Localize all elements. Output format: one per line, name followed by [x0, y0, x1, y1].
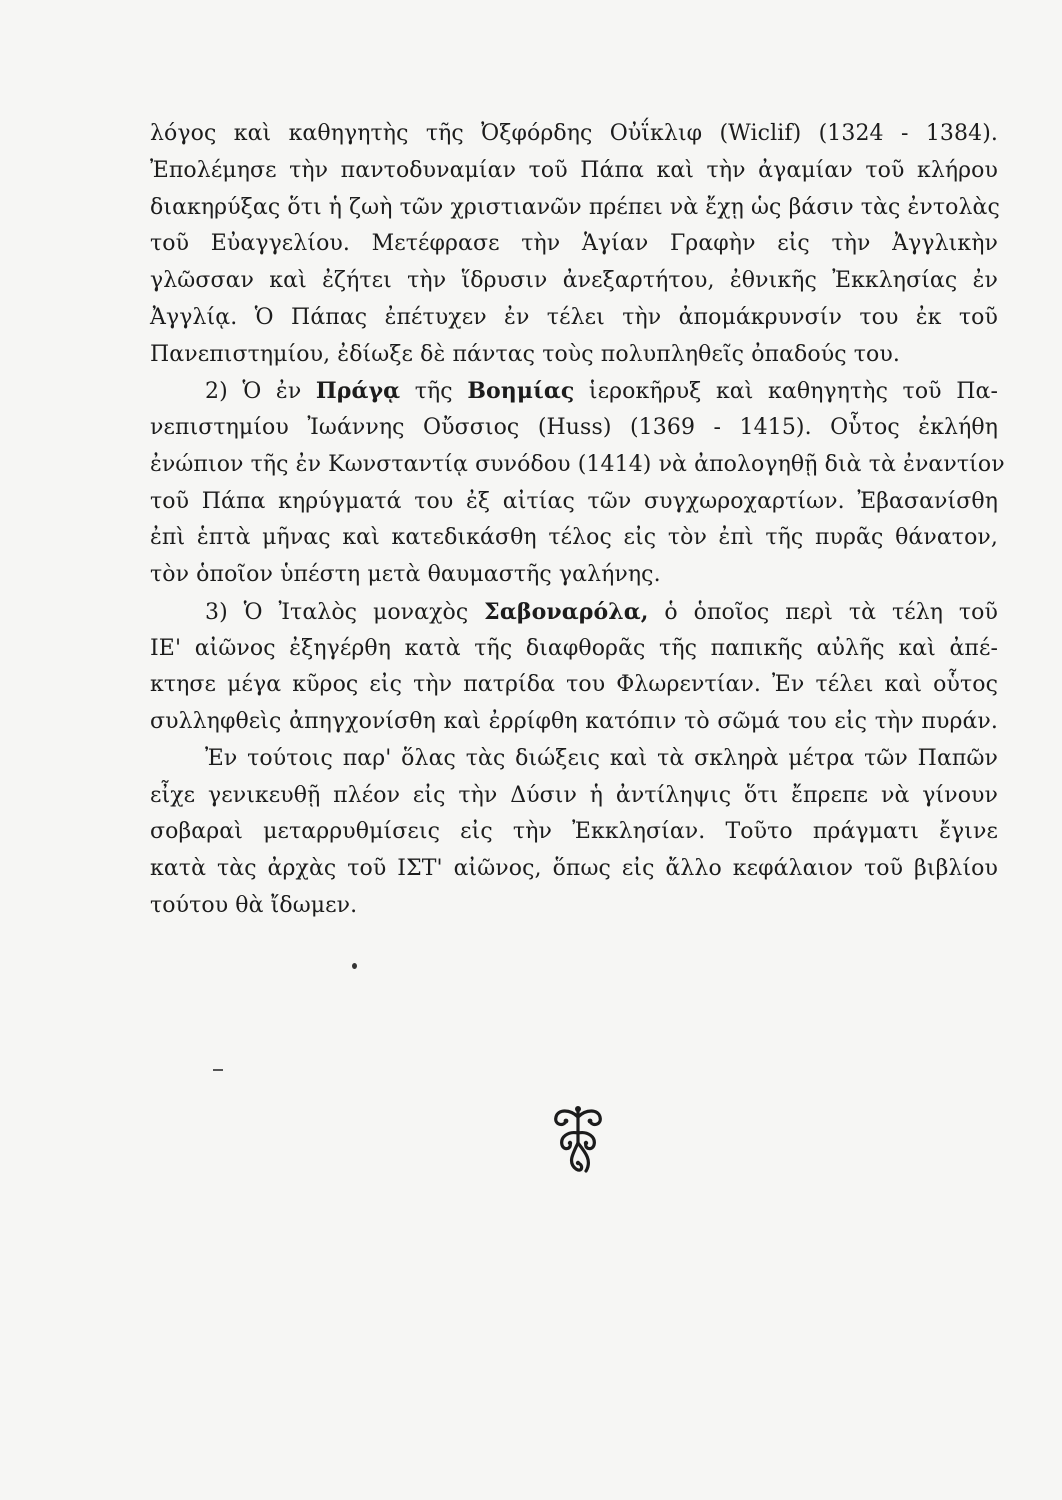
text-line: τὸν ὁποῖον ὑπέστη μετὰ θαυμαστῆς γαλήνης. [150, 562, 661, 587]
text-line: διακηρύξας ὅτι ἡ ζωὴ τῶν χριστιανῶν πρέπει νὰ ἔχῃ ὡς βάσιν τὰς ἐντολὰς [150, 194, 1000, 220]
ink-mark [213, 1069, 223, 1071]
place-name-bohemia: Βοημίας [467, 378, 575, 405]
text-span: ἱεροκῆρυξ καὶ καθηγητὴς τοῦ Πα- [574, 379, 998, 405]
ink-speck [352, 963, 357, 969]
text-line: συλληφθεὶς ἀπηγχονίσθη καὶ ἐρρίφθη κατόπιν τὸ σῶμά του εἰς τὴν πυράν. [150, 709, 998, 734]
text-line: Ἐν τούτοις παρ' ὅλας τὰς διώξεις καὶ τὰ σκληρὰ μέτρα τῶν Παπῶν [205, 745, 998, 771]
text-line: ἐνώπιον τῆς ἐν Κωνσταντίᾳ συνόδου (1414) νὰ ἀπολογηθῇ διὰ τὰ ἐναντίον [150, 451, 1005, 477]
text-line: τοῦ Εὐαγγελίου. Μετέφρασε τὴν Ἁγίαν Γραφὴν εἰς τὴν Ἀγγλικὴν [150, 231, 998, 257]
text-line: κτησε μέγα κῦρος εἰς τὴν πατρίδα του Φλωρεντίαν. Ἐν τέλει καὶ οὗτος [150, 672, 998, 698]
text-line: Πανεπιστημίου, ἐδίωξε δὲ πάντας τοὺς πολυπληθεῖς ὀπαδούς του. [150, 341, 900, 367]
text-line: ἐπὶ ἑπτὰ μῆνας καὶ κατεδικάσθη τέλος εἰς τὸν ἐπὶ τῆς πυρᾶς θάνατον, [150, 525, 998, 551]
paragraph-3-first-line [150, 594, 998, 631]
floral-ornament-icon [546, 1103, 610, 1179]
text-span: 3) Ὁ Ἰταλὸς μοναχὸς [205, 599, 485, 625]
text-span: 2) Ὁ ἐν [205, 379, 316, 405]
text-line: σοβαραὶ μεταρρυθμίσεις εἰς τὴν Ἐκκλησίαν. Τοῦτο πράγματι ἔγινε [150, 819, 998, 845]
text-line: Ἐπολέμησε τὴν παντοδυναμίαν τοῦ Πάπα καὶ τὴν ἀγαμίαν τοῦ κλήρου [150, 157, 998, 183]
text-line: τοῦ Πάπα κηρύγματά του ἐξ αἰτίας τῶν συγχωροχαρτίων. Ἐβασανίσθη [150, 488, 998, 514]
text-span: τῆς [400, 379, 468, 405]
text-line: εἶχε γενικευθῇ πλέον εἰς τὴν Δύσιν ἡ ἀντίληψις ὅτι ἔπρεπε νὰ γίνουν [150, 782, 998, 808]
text-line: κατὰ τὰς ἀρχὰς τοῦ ΙΣΤ' αἰῶνος, ὅπως εἰς ἄλλο κεφάλαιον τοῦ βιβλίου [150, 856, 998, 881]
text-line: Ἀγγλίᾳ. Ὁ Πάπας ἐπέτυχεν ἐν τέλει τὴν ἀπομάκρυνσίν του ἐκ τοῦ [150, 304, 998, 330]
text-line: τούτου θὰ ἴδωμεν. [150, 892, 358, 918]
place-name-prague: Πράγᾳ [315, 378, 401, 405]
text-line: νεπιστημίου Ἰωάννης Οὔσσιος (Huss) (1369 - 1415). Οὗτος ἐκλήθη [150, 415, 998, 440]
person-name-savonarola: Σαβοναρόλα, [484, 598, 649, 625]
text-line: γλῶσσαν καὶ ἐζήτει τὴν ἵδρυσιν ἀνεξαρτήτου, ἐθνικῆς Ἐκκλησίας ἐν [150, 268, 998, 293]
text-span: ὁ ὁποῖος περὶ τὰ τέλη τοῦ [648, 599, 998, 625]
text-line: ΙΕ' αἰῶνος ἐξηγέρθη κατὰ τῆς διαφθορᾶς τῆς παπικῆς αὐλῆς καὶ ἀπέ- [150, 635, 998, 661]
body-text [150, 116, 1005, 925]
paragraph-2-first-line [150, 373, 998, 410]
text-line: λόγος καὶ καθηγητὴς τῆς Ὀξφόρδης Οὐΐκλιφ (Wiclif) (1324 - 1384). [150, 121, 998, 146]
